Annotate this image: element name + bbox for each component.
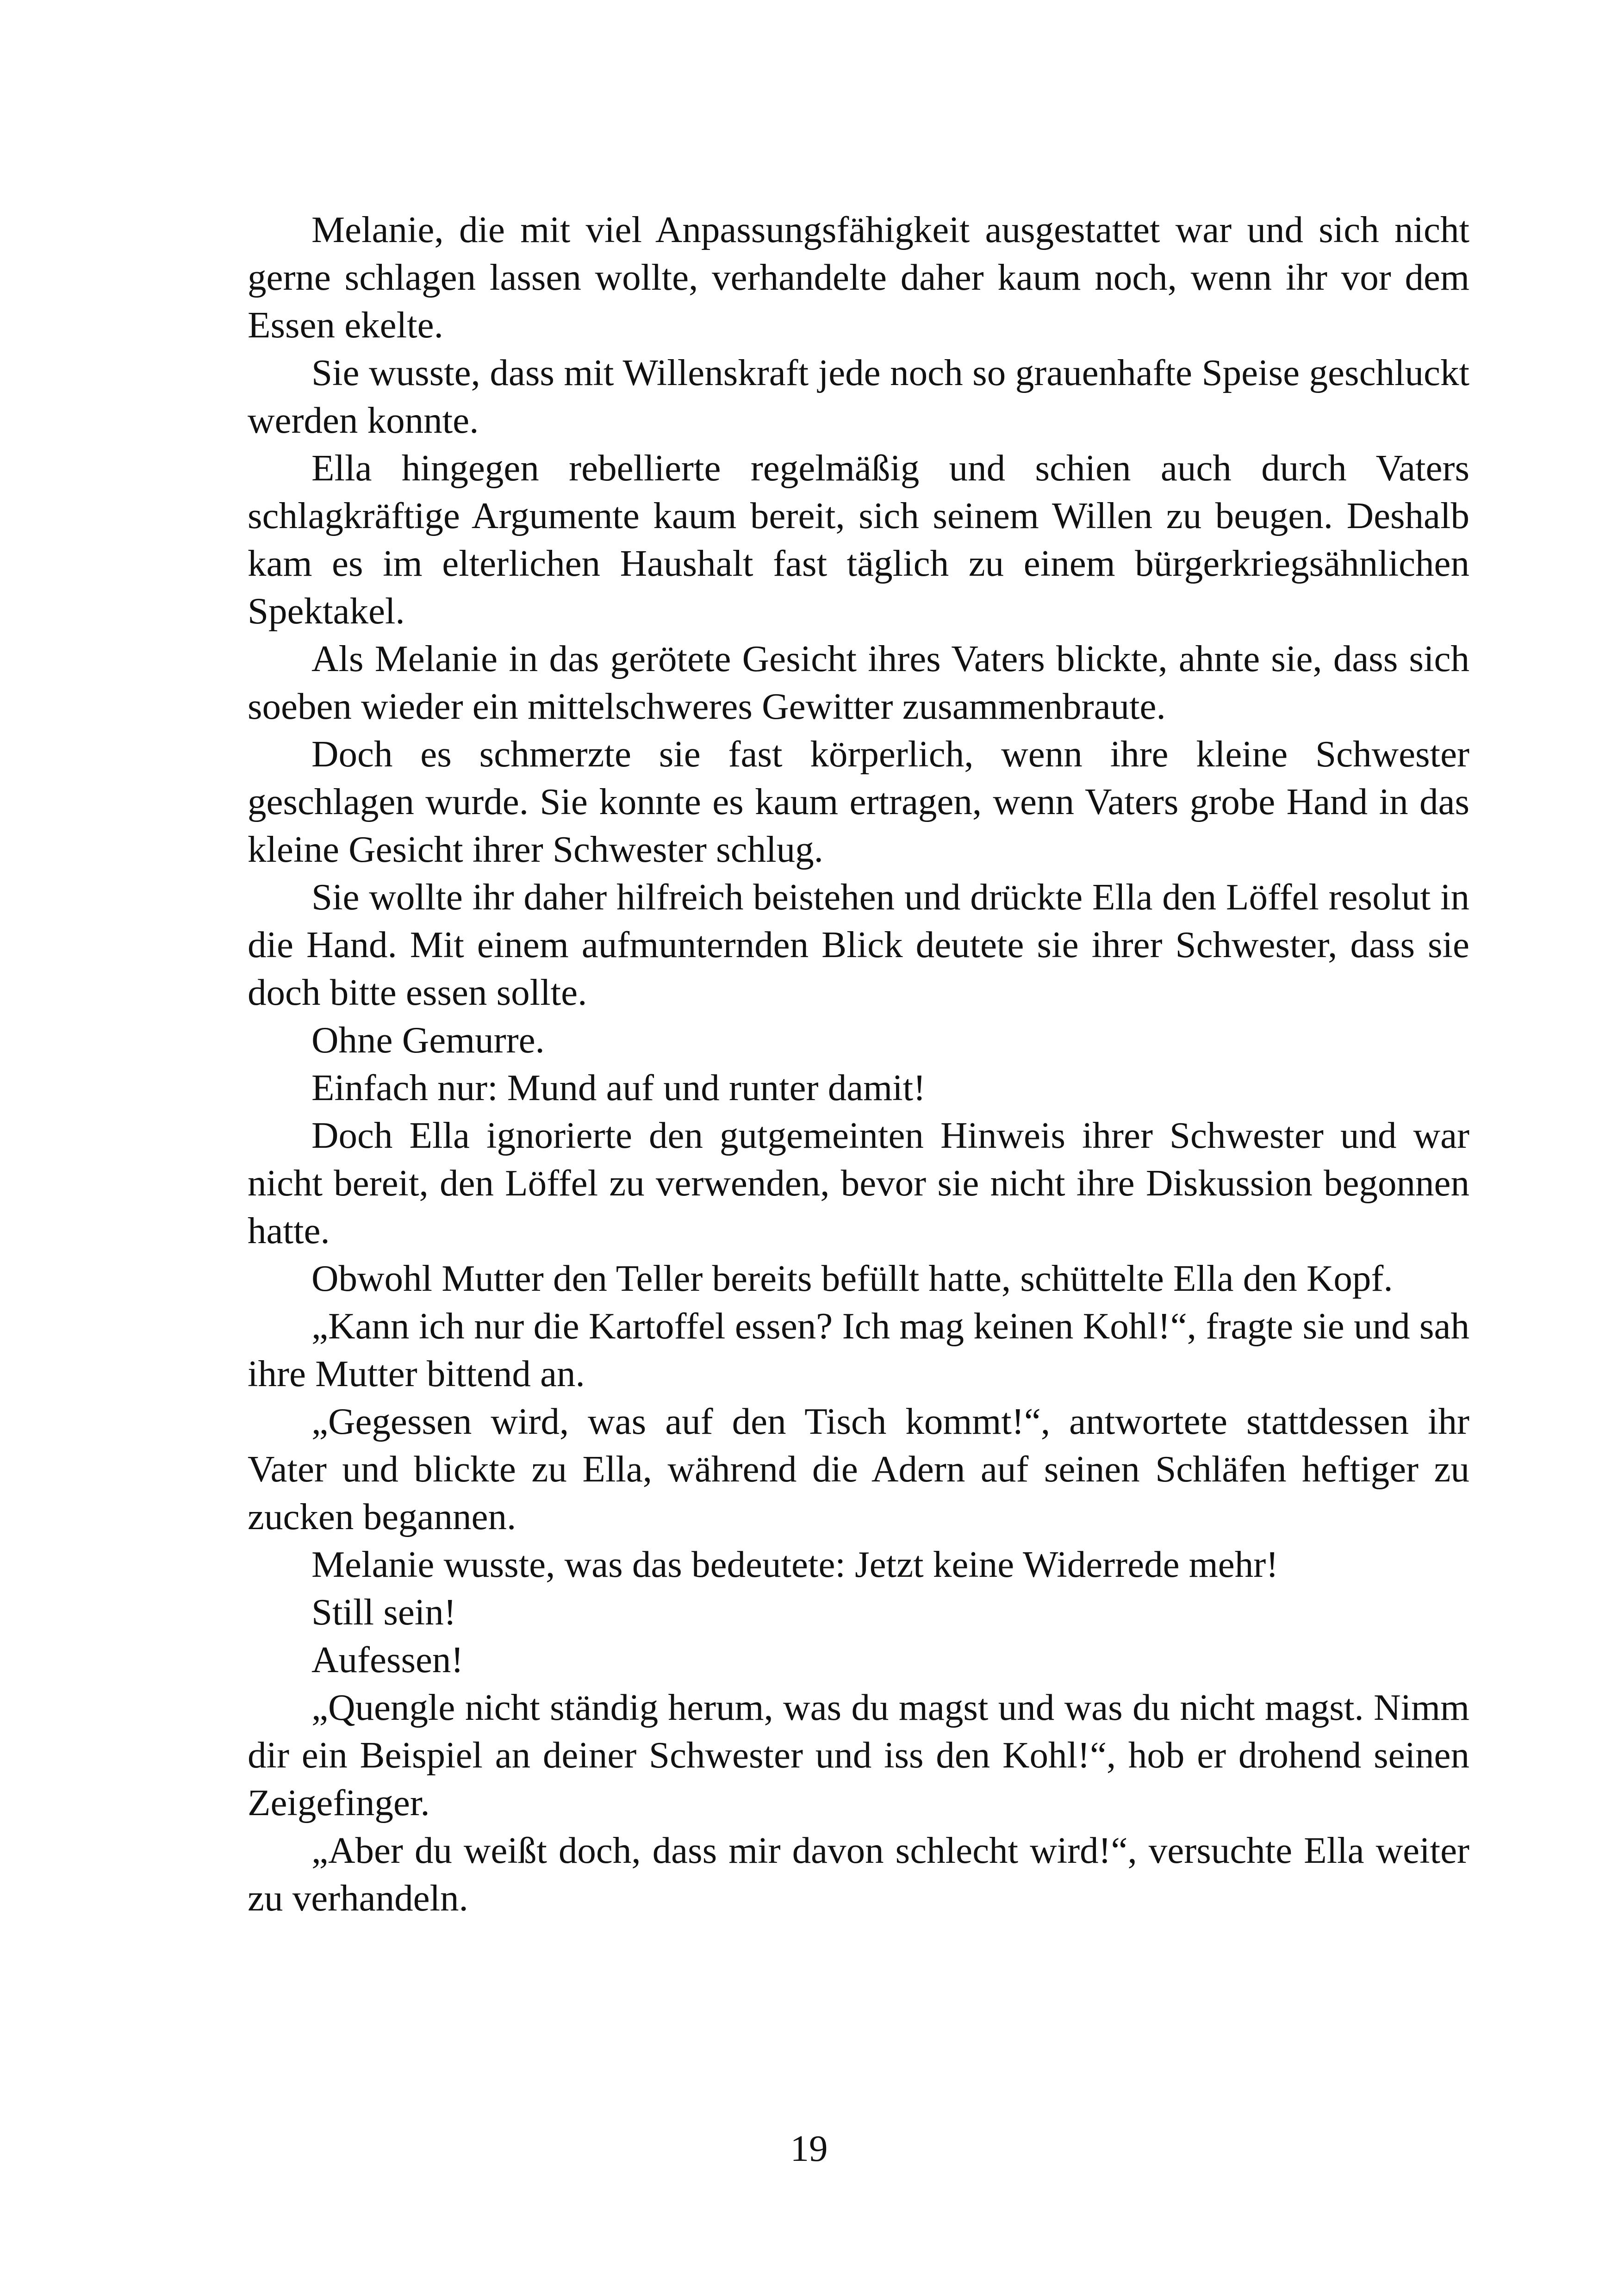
page-number: 19 xyxy=(790,2128,828,2169)
paragraph: Doch es schmerzte sie fast körperlich, wenn ihre kleine Schwester geschlagen wurde. Sie konnte es kaum ertragen, wenn Vaters grobe Hand in das kleine Gesicht ihrer Schwester schlug. xyxy=(248,733,1469,870)
paragraph: Ella hingegen rebellierte regelmäßig und schien auch durch Vaters schlagkräftige Argumente kaum bereit, sich seinem Willen zu beugen. Deshalb kam es im elterlichen Haushalt fast täglich zu einem bürgerkriegsähnlichen Spektakel. xyxy=(248,447,1469,632)
body-text xyxy=(248,206,1469,1922)
paragraph: Sie wollte ihr daher hilfreich beistehen und drückte Ella den Löffel resolut in die Hand. Mit einem aufmunternden Blick deutete sie ihrer Schwester, dass sie doch bitte essen sollte. xyxy=(248,876,1469,1013)
paragraph: Melanie wusste, was das bedeutete: Jetzt keine Widerrede mehr! xyxy=(311,1543,1279,1585)
paragraph: Still sein! xyxy=(311,1591,456,1633)
paragraph: „Aber du weißt doch, dass mir davon schlecht wird!“, versuchte Ella weiter zu verhandeln. xyxy=(248,1829,1469,1919)
paragraph: Aufessen! xyxy=(311,1639,464,1680)
paragraph: Obwohl Mutter den Teller bereits befüllt hatte, schüttelte Ella den Kopf. xyxy=(311,1257,1393,1299)
paragraph: Melanie, die mit viel Anpassungsfähigkeit ausgestattet war und sich nicht gerne schlagen lassen wollte, verhandelte daher kaum noch, wenn ihr vor dem Essen ekelte. xyxy=(248,209,1469,346)
paragraph: „Quengle nicht ständig herum, was du magst und was du nicht magst. Nimm dir ein Beispiel an deiner Schwester und iss den Kohl!“, hob er drohend seinen Zeigefinger. xyxy=(248,1686,1469,1823)
paragraph: Als Melanie in das gerötete Gesicht ihres Vaters blickte, ahnte sie, dass sich soeben wieder ein mittelschweres Gewitter zusammenbraute. xyxy=(248,638,1469,727)
paragraph: „Kann ich nur die Kartoffel essen? Ich mag keinen Kohl!“, fragte sie und sah ihre Mutter bittend an. xyxy=(248,1305,1469,1394)
paragraph: „Gegessen wird, was auf den Tisch kommt!“, antwortete stattdessen ihr Vater und blickte zu Ella, während die Adern auf seinen Schläfen heftiger zu zucken begannen. xyxy=(248,1400,1469,1537)
paragraph: Doch Ella ignorierte den gutgemeinten Hinweis ihrer Schwester und war nicht bereit, den Löffel zu verwenden, bevor sie nicht ihre Diskussion begonnen hatte. xyxy=(248,1114,1469,1251)
paragraph: Ohne Gemurre. xyxy=(311,1019,545,1061)
paragraph: Einfach nur: Mund auf und runter damit! xyxy=(311,1067,926,1108)
paragraph: Sie wusste, dass mit Willenskraft jede noch so grauenhafte Speise geschluckt werden konnte. xyxy=(248,352,1469,441)
